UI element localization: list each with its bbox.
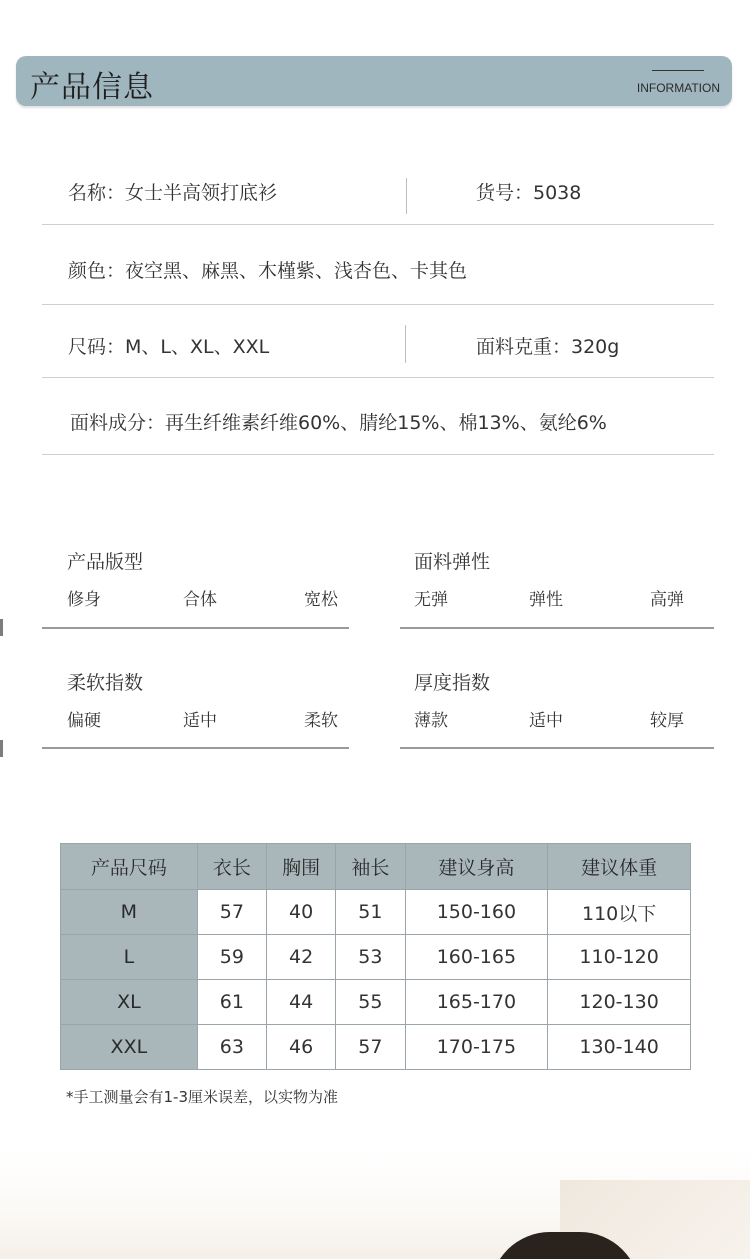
section-subtitle: INFORMATION (636, 81, 720, 95)
table-header-cell: 袖长 (336, 844, 405, 890)
scale-label-left: 无弹 (414, 590, 448, 610)
table-row (61, 1025, 691, 1070)
table-header-cell: 衣长 (197, 844, 266, 890)
info-row-colors (42, 225, 714, 305)
product-name: 名称：女士半高领打底衫 (68, 182, 278, 204)
table-cell-size: M (61, 890, 198, 935)
table-cell: 42 (267, 935, 336, 980)
scale-title: 产品版型 (67, 551, 144, 573)
table-cell: 160-165 (405, 935, 548, 980)
item-number: 货号：5038 (476, 182, 582, 204)
table-cell: 130-140 (548, 1025, 691, 1070)
table-cell-size: XL (61, 980, 198, 1025)
product-sizes: 尺码：M、L、XL、XXL (68, 336, 270, 358)
scale-label-mid: 适中 (529, 711, 563, 731)
table-cell: 59 (197, 935, 266, 980)
scale-label-right: 柔软 (304, 711, 338, 731)
table-header-cell: 建议身高 (405, 844, 548, 890)
scale-track (42, 747, 349, 749)
scale-label-left: 偏硬 (67, 711, 101, 731)
table-row (61, 980, 691, 1025)
table-cell: 110以下 (548, 890, 691, 935)
scale-label-mid: 适中 (183, 711, 217, 731)
scale-track (42, 627, 349, 629)
table-cell: 57 (336, 1025, 405, 1070)
table-cell: 46 (267, 1025, 336, 1070)
row-divider (406, 178, 407, 214)
info-row-name (42, 150, 714, 225)
measurement-note: *手工测量会有1-3厘米误差，以实物为准 (66, 1088, 339, 1106)
table-cell: 110-120 (548, 935, 691, 980)
info-row-composition (42, 378, 714, 455)
scale-marker (0, 619, 3, 636)
scale-label-left: 修身 (67, 590, 101, 610)
scale-track (400, 747, 714, 749)
scale-label-right: 宽松 (304, 590, 338, 610)
scale-label-mid: 合体 (183, 590, 217, 610)
table-cell-size: L (61, 935, 198, 980)
scale-label-left: 薄款 (414, 711, 448, 731)
section-title: 产品信息 (30, 70, 154, 105)
scale-label-right: 较厚 (650, 711, 684, 731)
scale-label-mid: 弹性 (529, 590, 563, 610)
table-cell: 57 (197, 890, 266, 935)
scale-title: 厚度指数 (414, 672, 491, 694)
table-cell: 165-170 (405, 980, 548, 1025)
table-cell: 170-175 (405, 1025, 548, 1070)
table-row (61, 935, 691, 980)
table-cell: 120-130 (548, 980, 691, 1025)
fabric-weight: 面料克重：320g (476, 336, 620, 358)
fabric-composition: 面料成分：再生纤维素纤维60%、腈纶15%、棉13%、氨纶6% (70, 412, 607, 434)
table-header-cell: 建议体重 (548, 844, 691, 890)
table-cell-size: XXL (61, 1025, 198, 1070)
table-header-row (61, 844, 691, 890)
table-cell: 61 (197, 980, 266, 1025)
table-cell: 55 (336, 980, 405, 1025)
table-cell: 51 (336, 890, 405, 935)
row-divider (405, 325, 406, 363)
scale-title: 柔软指数 (67, 672, 144, 694)
scale-marker (0, 740, 3, 757)
info-row-sizes (42, 305, 714, 378)
scale-track (400, 627, 714, 629)
table-header-cell: 胸围 (267, 844, 336, 890)
product-colors: 颜色：夜空黑、麻黑、木槿紫、浅杏色、卡其色 (68, 260, 468, 282)
table-row (61, 890, 691, 935)
section-header (16, 56, 732, 106)
table-header-cell: 产品尺码 (61, 844, 198, 890)
table-cell: 63 (197, 1025, 266, 1070)
table-cell: 40 (267, 890, 336, 935)
scale-title: 面料弹性 (414, 551, 491, 573)
table-cell: 53 (336, 935, 405, 980)
size-table (60, 843, 691, 1070)
header-rule (652, 70, 704, 71)
table-cell: 44 (267, 980, 336, 1025)
scale-label-right: 高弹 (650, 590, 684, 610)
table-cell: 150-160 (405, 890, 548, 935)
